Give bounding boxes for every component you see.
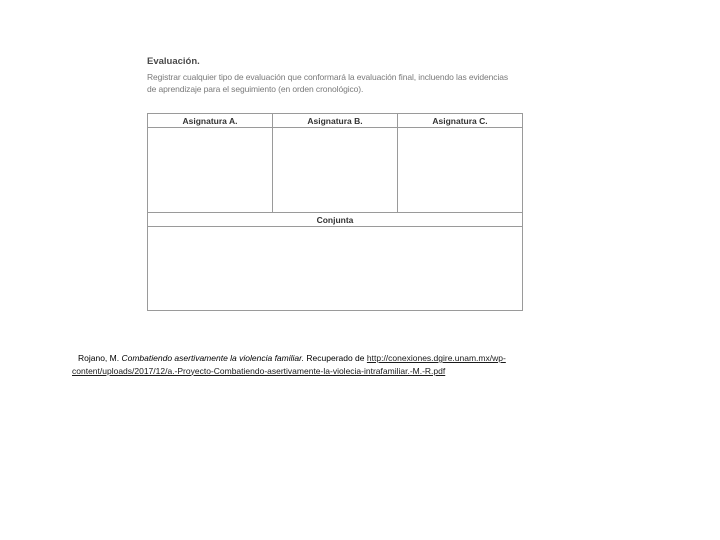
cell-asignatura-b[interactable] xyxy=(273,128,398,213)
citation xyxy=(72,352,572,377)
header-asignatura-c: Asignatura C. xyxy=(398,114,523,128)
header-asignatura-b: Asignatura B. xyxy=(273,114,398,128)
citation-author: Rojano, M. xyxy=(78,353,120,363)
cell-conjunta[interactable] xyxy=(148,227,523,311)
citation-work-title: Combatiendo asertivamente la violencia familiar. xyxy=(121,353,305,363)
citation-second-line xyxy=(72,365,572,378)
evaluation-title: Evaluación. xyxy=(147,56,200,67)
evaluation-table xyxy=(147,113,523,311)
subjects-header-row xyxy=(148,114,523,128)
cell-asignatura-a[interactable] xyxy=(148,128,273,213)
evaluation-section xyxy=(147,56,527,95)
citation-link-part1[interactable]: http://conexiones.dgire.unam.mx/wp- xyxy=(366,353,506,363)
cell-asignatura-c[interactable] xyxy=(398,128,523,213)
citation-retrieved-text: Recuperado de xyxy=(306,353,365,363)
evaluation-instructions: Registrar cualquier tipo de evaluación que conformará la evaluación final, incluendo las evidencias de aprendizaje para el seguimiento (en orden cronológico). xyxy=(147,72,509,94)
joint-header-row xyxy=(148,213,523,227)
citation-link-part2[interactable]: content/uploads/2017/12/a.-Proyecto-Combatiendo-asertivamente-la-violecia-intrafamiliar.-M.-R.pdf xyxy=(72,365,446,376)
header-asignatura-a: Asignatura A. xyxy=(148,114,273,128)
citation-first-line xyxy=(72,352,572,365)
joint-content-row xyxy=(148,227,523,311)
header-conjunta: Conjunta xyxy=(148,213,523,227)
subjects-content-row xyxy=(148,128,523,213)
